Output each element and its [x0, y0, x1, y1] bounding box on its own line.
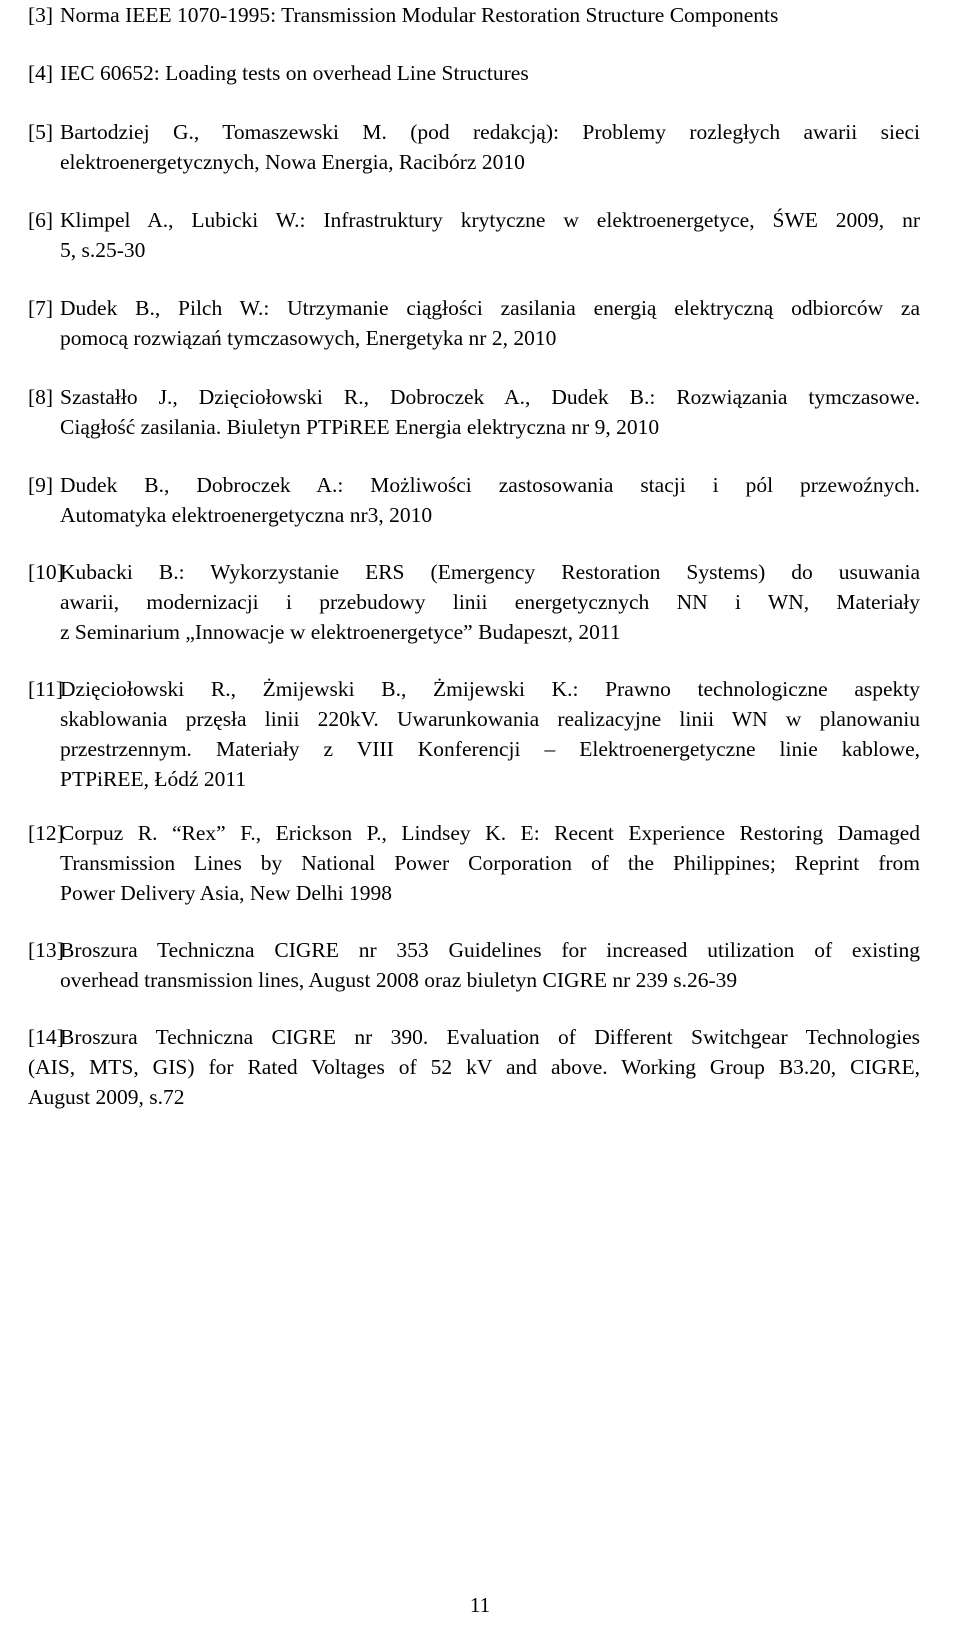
reference-number: [3] — [28, 3, 54, 27]
reference-line: August 2009, s.72 — [28, 1085, 185, 1109]
reference-line: Ciągłość zasilania. Biuletyn PTPiREE Energia elektryczna nr 9, 2010 — [60, 415, 660, 439]
reference-number: [10] — [28, 560, 64, 584]
reference-line: PTPiREE, Łódź 2011 — [60, 767, 247, 791]
reference-item — [28, 58, 920, 88]
reference-item — [28, 818, 920, 908]
reference-line: Dzięciołowski R., Żmijewski B., Żmijewski K.: Prawno technologiczne aspekty — [60, 677, 920, 701]
reference-number: [14] — [28, 1025, 64, 1049]
reference-line: (AIS, MTS, GIS) for Rated Voltages of 52 kV and above. Working Group B3.20, CIGRE, — [28, 1055, 920, 1079]
reference-item — [28, 470, 920, 530]
reference-number: [4] — [28, 61, 54, 85]
reference-line: Bartodziej G., Tomaszewski M. (pod redakcją): Problemy rozległych awarii sieci — [60, 120, 920, 144]
reference-item — [28, 293, 920, 353]
reference-number: [7] — [28, 296, 54, 320]
reference-line: Corpuz R. “Rex” F., Erickson P., Lindsey K. E: Recent Experience Restoring Damaged — [60, 821, 920, 845]
reference-line: Szastałło J., Dzięciołowski R., Dobroczek A., Dudek B.: Rozwiązania tymczasowe. — [60, 385, 920, 409]
reference-line: Broszura Techniczna CIGRE nr 390. Evaluation of Different Switchgear Technologies — [60, 1025, 920, 1049]
reference-item — [28, 205, 920, 265]
reference-line: przestrzennym. Materiały z VIII Konferencji – Elektroenergetyczne linie kablowe, — [60, 737, 920, 761]
reference-continuation — [28, 1052, 920, 1112]
reference-number: [9] — [28, 473, 54, 497]
reference-line: Broszura Techniczna CIGRE nr 353 Guidelines for increased utilization of existing — [60, 938, 920, 962]
reference-line: Klimpel A., Lubicki W.: Infrastruktury krytyczne w elektroenergetyce, ŚWE 2009, nr — [60, 208, 920, 232]
reference-line: 5, s.25-30 — [60, 238, 146, 262]
reference-line: pomocą rozwiązań tymczasowych, Energetyka nr 2, 2010 — [60, 326, 557, 350]
reference-line: skablowania przęsła linii 220kV. Uwarunkowania realizacyjne linii WN w planowaniu — [60, 707, 920, 731]
reference-line: Dudek B., Dobroczek A.: Możliwości zastosowania stacji i pól przewoźnych. — [60, 473, 920, 497]
reference-line: z Seminarium „Innowacje w elektroenergetyce” Budapeszt, 2011 — [60, 620, 621, 644]
reference-number: [5] — [28, 120, 54, 144]
reference-line: Automatyka elektroenergetyczna nr3, 2010 — [60, 503, 433, 527]
reference-line: Norma IEEE 1070-1995: Transmission Modular Restoration Structure Components — [60, 3, 779, 27]
reference-line: Kubacki B.: Wykorzystanie ERS (Emergency Restoration Systems) do usuwania — [60, 560, 920, 584]
reference-item — [28, 382, 920, 442]
reference-line: elektroenergetycznych, Nowa Energia, Racibórz 2010 — [60, 150, 525, 174]
reference-line: IEC 60652: Loading tests on overhead Line Structures — [60, 61, 529, 85]
reference-number: [11] — [28, 677, 64, 701]
reference-line: awarii, modernizacji i przebudowy linii energetycznych NN i WN, Materiały — [60, 590, 920, 614]
reference-item — [28, 557, 920, 647]
reference-number: [13] — [28, 938, 64, 962]
reference-item — [28, 0, 920, 30]
reference-item — [28, 1022, 920, 1052]
page-number: 11 — [469, 1593, 491, 1617]
reference-line: overhead transmission lines, August 2008 oraz biuletyn CIGRE nr 239 s.26-39 — [60, 968, 738, 992]
reference-line: Power Delivery Asia, New Delhi 1998 — [60, 881, 392, 905]
reference-line: Transmission Lines by National Power Corporation of the Philippines; Reprint from — [60, 851, 920, 875]
reference-number: [12] — [28, 821, 64, 845]
reference-number: [8] — [28, 385, 54, 409]
reference-number: [6] — [28, 208, 54, 232]
reference-item — [28, 935, 920, 995]
reference-item — [28, 117, 920, 177]
reference-item — [28, 674, 920, 794]
reference-line: Dudek B., Pilch W.: Utrzymanie ciągłości zasilania energią elektryczną odbiorców za — [60, 296, 920, 320]
